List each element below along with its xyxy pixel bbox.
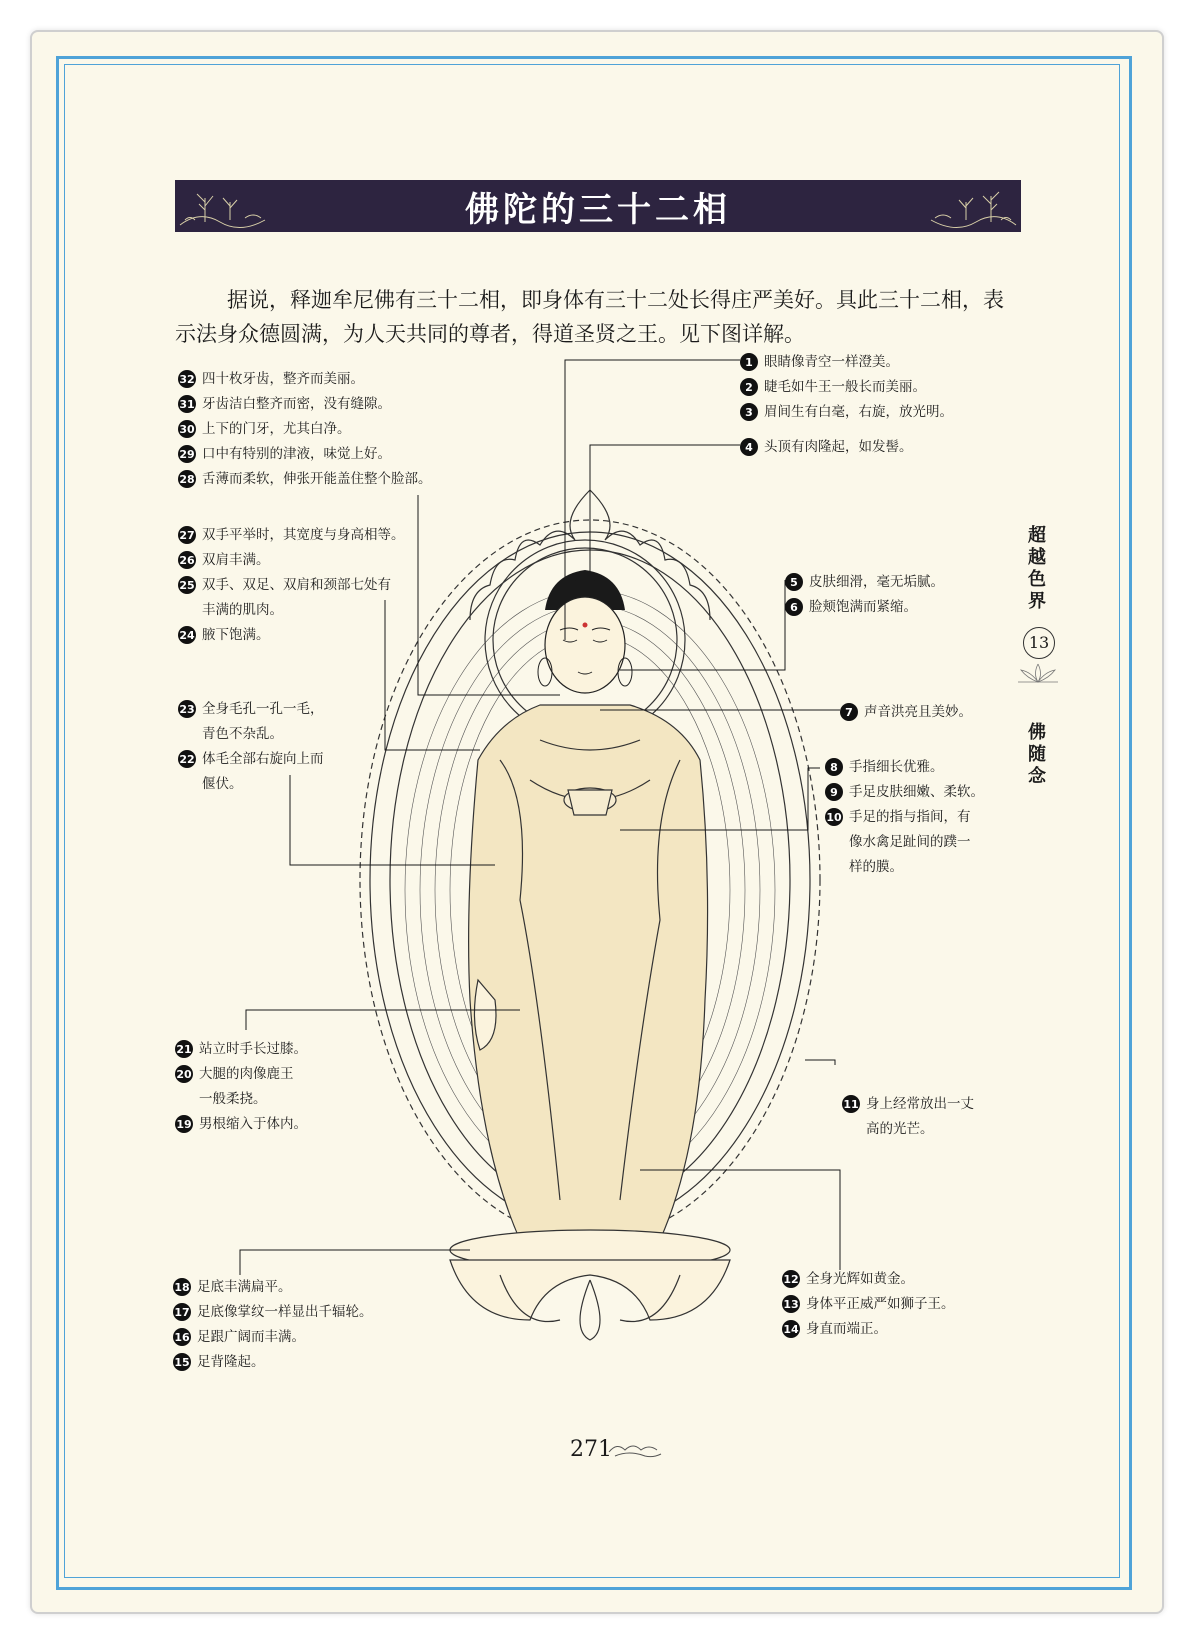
annotation-group-right-6: [842, 1092, 974, 1142]
number-badge: 27: [178, 526, 196, 544]
annotation-group-left-2: [178, 523, 405, 648]
lotus-ornament-icon: [1013, 660, 1063, 686]
number-badge: 14: [782, 1320, 800, 1338]
annotation-text: 眼睛像青空一样澄美。: [764, 354, 899, 370]
cloud-ornament-icon: [605, 1438, 665, 1460]
intro-paragraph: 据说，释迦牟尼佛有三十二相，即身体有三十二处长得庄严美好。具此三十二相，表示法身众德圆满，为人天共同的尊者，得道圣贤之王。见下图详解。: [175, 288, 1004, 346]
annotation-group-left-1: [178, 367, 432, 492]
number-badge: 32: [178, 370, 196, 388]
page-number: 271: [570, 1437, 612, 1462]
annotation-17: [173, 1300, 373, 1325]
annotation-group-right-1: [740, 350, 953, 425]
annotation-28: [178, 467, 432, 492]
annotation-text-cont: 一般柔挠。: [199, 1091, 267, 1107]
number-badge: 3: [740, 403, 758, 421]
annotation-group-left-3: [178, 697, 324, 797]
number-badge: 12: [782, 1270, 800, 1288]
number-badge: 6: [785, 598, 803, 616]
number-badge: 2: [740, 378, 758, 396]
annotation-22: [178, 747, 324, 772]
number-badge: 28: [178, 470, 196, 488]
annotation-text: 全身光辉如黄金。: [806, 1271, 914, 1287]
number-badge: 16: [173, 1328, 191, 1346]
annotation-32: [178, 367, 432, 392]
annotation-text: 站立时手长过膝。: [199, 1041, 307, 1057]
annotation-group-left-4: [175, 1037, 307, 1137]
annotation-text-cont: 像水禽足趾间的蹼一: [849, 834, 971, 850]
number-badge: 1: [740, 353, 758, 371]
annotation-5: [785, 570, 944, 595]
annotation-7: [840, 700, 972, 725]
number-badge: 11: [842, 1095, 860, 1113]
annotation-27: [178, 523, 405, 548]
annotation-text-cont: 高的光芒。: [866, 1121, 934, 1137]
annotation-text: 足跟广阔而丰满。: [197, 1329, 305, 1345]
annotation-text: 男根缩入于体内。: [199, 1116, 307, 1132]
number-badge: 26: [178, 551, 196, 569]
annotation-text: 身上经常放出一丈: [866, 1096, 974, 1112]
annotation-group-right-4: [840, 700, 972, 725]
annotation-group-right-3: [785, 570, 944, 620]
chapter-number: 13: [1023, 627, 1055, 659]
annotation-6: [785, 595, 944, 620]
number-badge: 22: [178, 750, 196, 768]
number-badge: 8: [825, 758, 843, 776]
annotation-25: [178, 573, 405, 598]
annotation-15: [173, 1350, 373, 1375]
number-badge: 24: [178, 626, 196, 644]
annotation-text: 双手平举时，其宽度与身高相等。: [202, 527, 405, 543]
annotation-text: 舌薄而柔软，伸张开能盖住整个脸部。: [202, 471, 432, 487]
number-badge: 20: [175, 1065, 193, 1083]
annotation-20: [175, 1062, 307, 1087]
annotation-text: 双肩丰满。: [202, 552, 270, 568]
annotation-9: [825, 780, 984, 805]
annotation-18: [173, 1275, 373, 1300]
annotation-11: [842, 1092, 974, 1117]
annotation-26: [178, 548, 405, 573]
number-badge: 5: [785, 573, 803, 591]
annotation-text: 手足的指与指间，有: [849, 809, 971, 825]
number-badge: 18: [173, 1278, 191, 1296]
annotation-10: [825, 805, 984, 830]
annotation-3: [740, 400, 953, 425]
annotation-text: 双手、双足、双肩和颈部七处有: [202, 577, 391, 593]
annotation-text-cont: 样的膜。: [849, 859, 903, 875]
number-badge: 17: [173, 1303, 191, 1321]
number-badge: 31: [178, 395, 196, 413]
number-badge: 30: [178, 420, 196, 438]
annotation-24: [178, 623, 405, 648]
annotation-13: [782, 1292, 955, 1317]
annotation-text: 四十枚牙齿，整齐而美丽。: [202, 371, 364, 387]
annotation-text: 体毛全部右旋向上而: [202, 751, 324, 767]
number-badge: 15: [173, 1353, 191, 1371]
annotation-group-right-2: [740, 435, 913, 460]
annotation-text-cont: 偃伏。: [202, 776, 243, 792]
annotation-16: [173, 1325, 373, 1350]
chapter-side-title: 超越色界: [1025, 525, 1046, 613]
number-badge: 13: [782, 1295, 800, 1313]
annotation-text: 身体平正威严如狮子王。: [806, 1296, 955, 1312]
annotation-text: 皮肤细滑，毫无垢腻。: [809, 574, 944, 590]
number-badge: 21: [175, 1040, 193, 1058]
annotation-1: [740, 350, 953, 375]
annotation-text: 睫毛如牛王一般长而美丽。: [764, 379, 926, 395]
annotation-text: 足底像掌纹一样显出千辐轮。: [197, 1304, 373, 1320]
buddha-body: [469, 705, 708, 1240]
number-badge: 7: [840, 703, 858, 721]
annotation-8: [825, 755, 984, 780]
annotation-text: 腋下饱满。: [202, 627, 270, 643]
annotation-text: 手足皮肤细嫩、柔软。: [849, 784, 984, 800]
annotation-31: [178, 392, 432, 417]
annotation-text: 头顶有肉隆起，如发髻。: [764, 439, 913, 455]
lotus-pedestal: [450, 1230, 730, 1340]
annotation-text: 足背隆起。: [197, 1354, 265, 1370]
annotation-text: 声音洪亮且美妙。: [864, 704, 972, 720]
number-badge: 23: [178, 700, 196, 718]
annotation-group-left-5: [173, 1275, 373, 1375]
annotation-23: [178, 697, 324, 722]
annotation-text-cont: 丰满的肌肉。: [202, 602, 283, 618]
number-badge: 19: [175, 1115, 193, 1133]
number-badge: 10: [825, 808, 843, 826]
annotation-12: [782, 1267, 955, 1292]
annotation-21: [175, 1037, 307, 1062]
number-badge: 9: [825, 783, 843, 801]
annotation-text: 身直而端正。: [806, 1321, 887, 1337]
annotation-text: 手指细长优雅。: [849, 759, 944, 775]
annotation-text: 脸颊饱满而紧缩。: [809, 599, 917, 615]
number-badge: 29: [178, 445, 196, 463]
annotation-text: 牙齿洁白整齐而密，没有缝隙。: [202, 396, 391, 412]
page-title: 佛陀的三十二相: [465, 189, 731, 230]
annotation-text: 全身毛孔一孔一毛，: [202, 701, 324, 717]
annotation-4: [740, 435, 913, 460]
annotation-text-cont: 青色不杂乱。: [202, 726, 283, 742]
annotation-30: [178, 417, 432, 442]
buddha-head: [538, 570, 632, 693]
annotation-group-right-5: [825, 755, 984, 880]
annotation-text: 口中有特别的津液，味觉上好。: [202, 446, 391, 462]
annotation-14: [782, 1317, 955, 1342]
number-badge: 4: [740, 438, 758, 456]
annotation-text: 大腿的肉像鹿王: [199, 1066, 294, 1082]
annotation-group-right-7: [782, 1267, 955, 1342]
annotation-text: 上下的门牙，尤其白净。: [202, 421, 351, 437]
section-side-title: 佛随念: [1025, 722, 1046, 788]
annotation-text: 眉间生有白毫，右旋，放光明。: [764, 404, 953, 420]
annotation-29: [178, 442, 432, 467]
annotation-19: [175, 1112, 307, 1137]
annotation-text: 足底丰满扁平。: [197, 1279, 292, 1295]
number-badge: 25: [178, 576, 196, 594]
annotation-2: [740, 375, 953, 400]
